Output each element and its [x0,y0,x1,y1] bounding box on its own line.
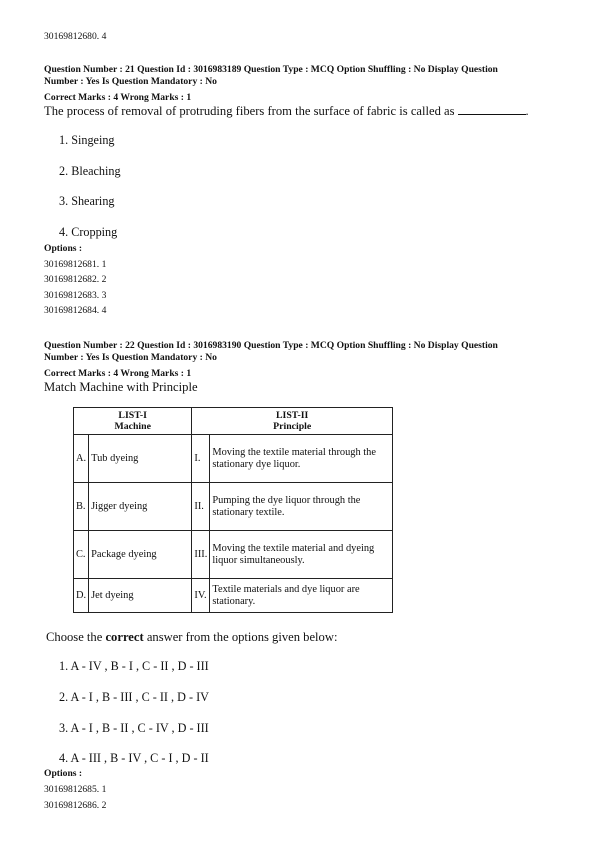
list1-title: LIST-I [118,410,147,421]
q21-question-text [44,104,564,119]
row-b-machine: Jigger dyeing [89,483,192,531]
list2-header [192,408,393,435]
q22-option-4: 4. A - III , B - IV , C - I , D - II [59,751,209,765]
q22-option-3: 3. A - I , B - II , C - IV , D - III [59,721,209,735]
q21-question-end: . [525,104,529,118]
q22-option-2: 2. A - I , B - III , C - II , D - IV [59,690,209,704]
q22-marks: Correct Marks : 4 Wrong Marks : 1 [44,368,192,379]
row-d-key: D. [74,579,89,613]
q21-option-id-1: 30169812681. 1 [44,259,107,270]
q21-options-label: Options : [44,243,83,254]
q21-meta-line2: Number : Yes Is Question Mandatory : No [44,76,217,87]
q22-instruction-post: answer from the options given below: [143,630,338,644]
header-option-id: 30169812680. 4 [44,31,107,42]
q21-option-3: 3. Shearing [59,194,115,208]
q21-option-id-4: 30169812684. 4 [44,305,107,316]
row-d-machine: Jet dyeing [89,579,192,613]
list1-subtitle: Machine [114,421,151,432]
q21-marks: Correct Marks : 4 Wrong Marks : 1 [44,92,192,103]
list1-header [74,408,192,435]
row-c-key: C. [74,531,89,579]
q21-question-body: The process of removal of protruding fibers from the surface of fabric is called as [44,104,455,118]
table-row [74,579,393,613]
q21-option-id-2: 30169812682. 2 [44,274,107,285]
q22-meta-line1: Question Number : 22 Question Id : 3016983190 Question Type : MCQ Option Shuffling : No Display Question [44,340,498,351]
row-1-principle: Moving the textile material through the stationary dye liquor. [210,435,393,483]
row-c-machine: Package dyeing [89,531,192,579]
row-4-principle: Textile materials and dye liquor are stationary. [210,579,393,613]
q22-instruction-pre: Choose the [46,630,106,644]
q21-blank-line [458,113,526,115]
table-row [74,435,393,483]
row-2-key: II. [192,483,210,531]
table-row [74,483,393,531]
q22-instruction-bold: correct [105,630,144,644]
q22-meta-line2: Number : Yes Is Question Mandatory : No [44,352,217,363]
q21-option-1: 1. Singeing [59,133,115,147]
q22-option-id-2: 30169812686. 2 [44,800,107,811]
q22-options-label: Options : [44,768,83,779]
row-a-machine: Tub dyeing [89,435,192,483]
row-3-key: III. [192,531,210,579]
table-row [74,531,393,579]
list2-title: LIST-II [276,410,309,421]
row-3-principle: Moving the textile material and dyeing liquor simultaneously. [210,531,393,579]
match-table [73,407,393,613]
row-2-principle: Pumping the dye liquor through the stationary textile. [210,483,393,531]
row-b-key: B. [74,483,89,531]
row-a-key: A. [74,435,89,483]
row-1-key: I. [192,435,210,483]
q22-option-id-1: 30169812685. 1 [44,784,107,795]
row-4-key: IV. [192,579,210,613]
q22-question-text: Match Machine with Principle [44,380,198,394]
q21-option-id-3: 30169812683. 3 [44,290,107,301]
q22-option-1: 1. A - IV , B - I , C - II , D - III [59,659,209,673]
match-table-header [74,408,393,435]
list2-subtitle: Principle [273,421,312,432]
q21-meta-line1: Question Number : 21 Question Id : 3016983189 Question Type : MCQ Option Shuffling : No Display Question [44,64,498,75]
q22-instruction [46,630,337,645]
q21-option-2: 2. Bleaching [59,164,121,178]
q21-option-4: 4. Cropping [59,225,118,239]
